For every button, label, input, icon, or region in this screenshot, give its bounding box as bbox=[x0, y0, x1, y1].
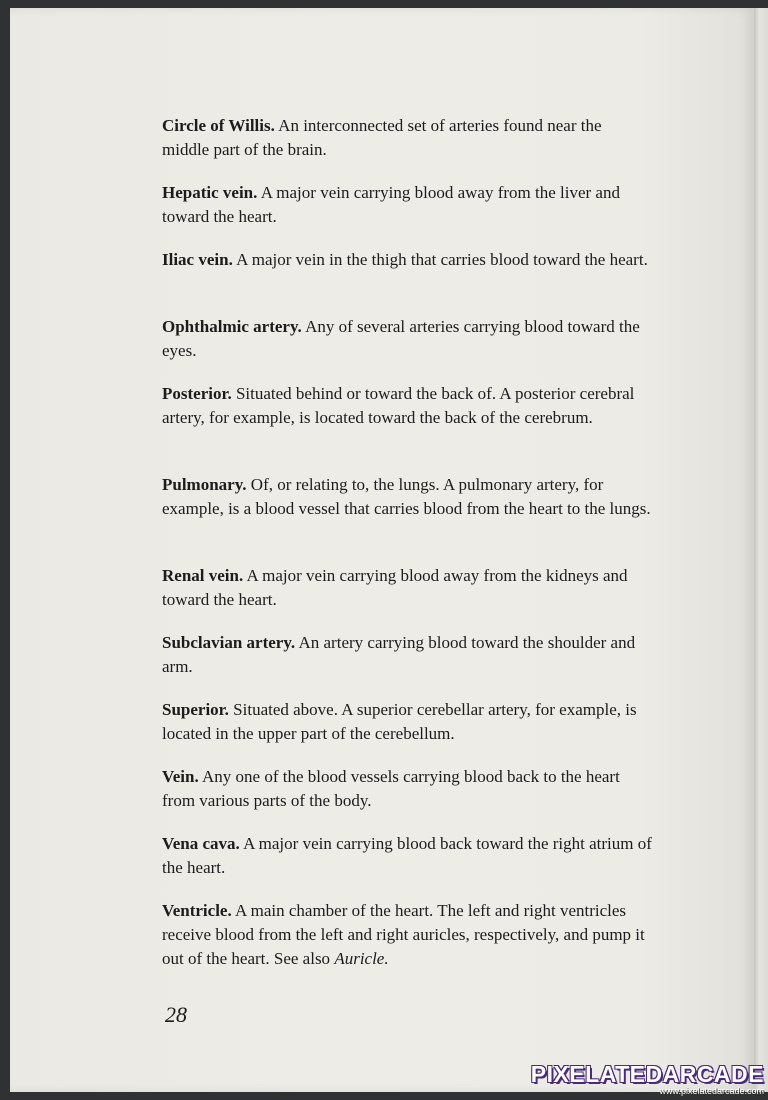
glossary-entry bbox=[162, 114, 652, 181]
glossary-entry bbox=[162, 765, 652, 832]
glossary-entry bbox=[162, 473, 652, 564]
glossary-entry bbox=[162, 181, 652, 248]
entry-definition: An interconnected set of arteries found near the middle part of the brain. bbox=[162, 116, 602, 159]
entry-term: Iliac vein. bbox=[162, 250, 233, 269]
glossary-entry bbox=[162, 899, 652, 990]
entry-term: Subclavian artery. bbox=[162, 633, 296, 652]
entry-term: Circle of Willis. bbox=[162, 116, 275, 135]
glossary-entries bbox=[162, 114, 652, 990]
glossary-entry bbox=[162, 382, 652, 473]
entry-term: Hepatic vein. bbox=[162, 183, 258, 202]
entry-definition: Of, or relating to, the lungs. A pulmonary artery, for example, is a blood vessel that carries blood from the heart to the lungs. bbox=[162, 475, 651, 518]
entry-definition: A major vein carrying blood back toward the right atrium of the heart. bbox=[162, 834, 652, 877]
entry-term: Renal vein. bbox=[162, 566, 244, 585]
glossary-entry bbox=[162, 698, 652, 765]
glossary-entry bbox=[162, 248, 652, 315]
entry-definition: A major vein carrying blood away from the kidneys and toward the heart. bbox=[162, 566, 628, 609]
entry-definition: A main chamber of the heart. The left and right ventricles receive blood from the left and right auricles, respectively, and pump it out of the heart. See also bbox=[162, 901, 645, 968]
page-number: 28 bbox=[165, 1002, 187, 1027]
entry-term: Vein. bbox=[162, 767, 199, 786]
entry-term: Superior. bbox=[162, 700, 229, 719]
entry-definition: Any one of the blood vessels carrying blood back to the heart from various parts of the body. bbox=[162, 767, 620, 810]
watermark bbox=[531, 1062, 764, 1096]
entry-definition: Any of several arteries carrying blood toward the eyes. bbox=[162, 317, 640, 360]
watermark-url: www.pixelatedarcade.com bbox=[659, 1086, 764, 1096]
see-also-reference: Auricle. bbox=[334, 949, 389, 968]
entry-term: Ophthalmic artery. bbox=[162, 317, 302, 336]
entry-definition: A major vein in the thigh that carries blood toward the heart. bbox=[236, 250, 648, 269]
entry-definition: Situated above. A superior cerebellar artery, for example, is located in the upper part of the cerebellum. bbox=[162, 700, 637, 743]
book-page bbox=[10, 8, 754, 1092]
glossary-entry bbox=[162, 564, 652, 631]
glossary-entry bbox=[162, 631, 652, 698]
watermark-brand: PIXELATEDARCADE bbox=[530, 1061, 764, 1087]
entry-term: Posterior. bbox=[162, 384, 232, 403]
entry-definition: A major vein carrying blood away from the liver and toward the heart. bbox=[162, 183, 620, 226]
next-page-edge bbox=[754, 8, 768, 1092]
entry-term: Pulmonary. bbox=[162, 475, 247, 494]
entry-definition: Situated behind or toward the back of. A posterior cerebral artery, for example, is located toward the back of the cerebrum. bbox=[162, 384, 635, 427]
entry-definition: An artery carrying blood toward the shoulder and arm. bbox=[162, 633, 636, 676]
entry-term: Ventricle. bbox=[162, 901, 232, 920]
glossary-entry bbox=[162, 315, 652, 382]
glossary-entry bbox=[162, 832, 652, 899]
entry-term: Vena cava. bbox=[162, 834, 240, 853]
